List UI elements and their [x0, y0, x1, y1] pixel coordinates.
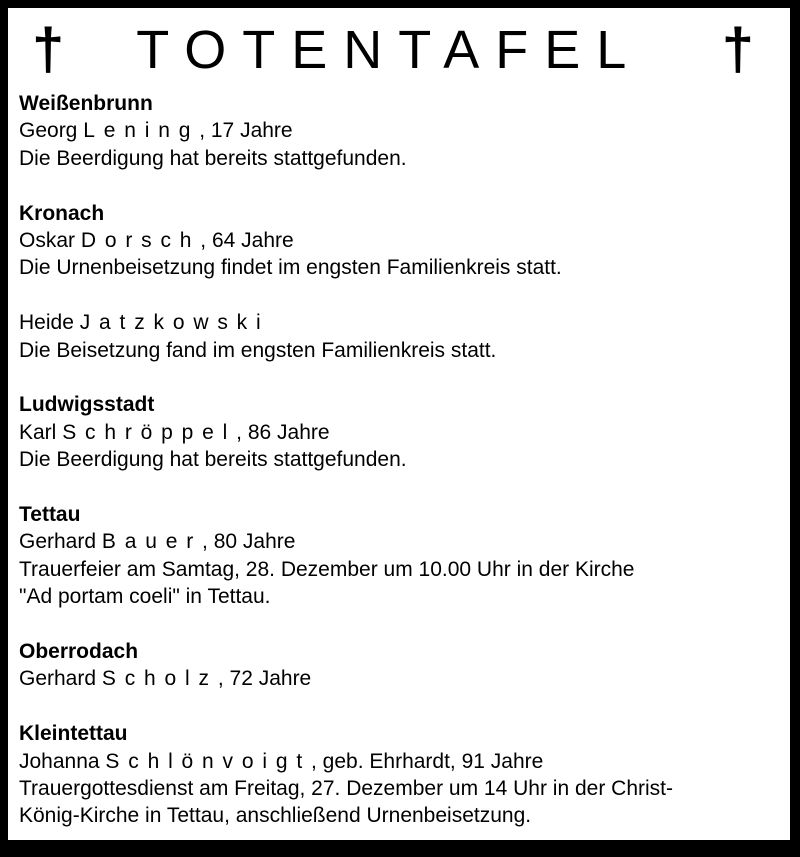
detail-line: Die Beisetzung fand im engsten Familienkreis statt.	[19, 338, 497, 362]
first-name: Heide	[19, 311, 74, 335]
location-heading: Ludwigsstadt	[19, 393, 155, 417]
first-name: Oskar	[19, 229, 76, 253]
surname: Bauer	[101, 530, 203, 554]
obituary-board	[8, 8, 790, 840]
location-section	[19, 90, 673, 172]
detail-line: Die Beerdigung hat bereits stattgefunden.	[19, 448, 407, 472]
location-section	[19, 200, 673, 364]
first-name: Karl	[19, 420, 57, 444]
location-heading: Oberrodach	[19, 640, 139, 664]
person-line	[19, 665, 673, 692]
location-section	[19, 720, 673, 830]
first-name: Johanna	[19, 749, 100, 773]
location-section	[19, 501, 673, 611]
surname: Schröppel	[62, 420, 237, 444]
obituary-entry	[19, 117, 673, 172]
person-line	[19, 227, 673, 254]
location-heading: Tettau	[19, 503, 81, 527]
detail-line: Trauerfeier am Samtag, 28. Dezember um 10.00 Uhr in der Kirche	[19, 557, 635, 581]
person-line	[19, 117, 673, 144]
location-heading: Weißenbrunn	[19, 92, 153, 115]
page-title: TOTENTAFEL	[136, 20, 643, 80]
detail-line: "Ad portam coeli" in Tettau.	[19, 585, 271, 609]
obituary-entry	[19, 665, 673, 692]
age: , 64 Jahre	[200, 229, 294, 253]
detail-line: König-Kirche in Tettau, anschließend Urnenbeisetzung.	[19, 804, 532, 828]
first-name: Gerhard	[19, 667, 97, 691]
location-section	[19, 638, 673, 693]
obituary-list	[19, 90, 673, 857]
first-name: Georg	[19, 119, 78, 143]
age: , 86 Jahre	[236, 420, 330, 444]
surname: Dorsch	[80, 229, 201, 253]
first-name: Gerhard	[19, 530, 97, 554]
age: , 17 Jahre	[199, 119, 293, 143]
surname: Lening	[83, 119, 200, 143]
location-heading: Kronach	[19, 201, 105, 225]
detail-line: Die Beerdigung hat bereits stattgefunden.	[19, 146, 407, 170]
person-line	[19, 309, 673, 336]
cross-icon: †	[721, 17, 754, 82]
obituary-entry	[19, 309, 673, 364]
obituary-entry	[19, 748, 673, 830]
person-line	[19, 528, 673, 555]
age: , 72 Jahre	[217, 667, 312, 691]
detail-line: Die Urnenbeisetzung findet im engsten Familienkreis statt.	[19, 256, 562, 280]
surname: Scholz	[101, 667, 218, 691]
obituary-entry	[19, 528, 673, 610]
location-section	[19, 391, 673, 473]
surname: Jatzkowski	[79, 311, 270, 335]
header	[8, 18, 790, 82]
obituary-entry	[19, 419, 673, 474]
cross-icon: †	[32, 17, 65, 82]
person-line	[19, 419, 673, 446]
person-line	[19, 748, 673, 775]
age: , geb. Ehrhardt, 91 Jahre	[311, 749, 544, 773]
surname: Schlönvoigt	[105, 749, 312, 773]
age: , 80 Jahre	[202, 530, 296, 554]
obituary-entry	[19, 227, 673, 282]
location-heading: Kleintettau	[19, 722, 128, 746]
detail-line: Trauergottesdienst am Freitag, 27. Dezember um 14 Uhr in der Christ-	[19, 777, 673, 801]
